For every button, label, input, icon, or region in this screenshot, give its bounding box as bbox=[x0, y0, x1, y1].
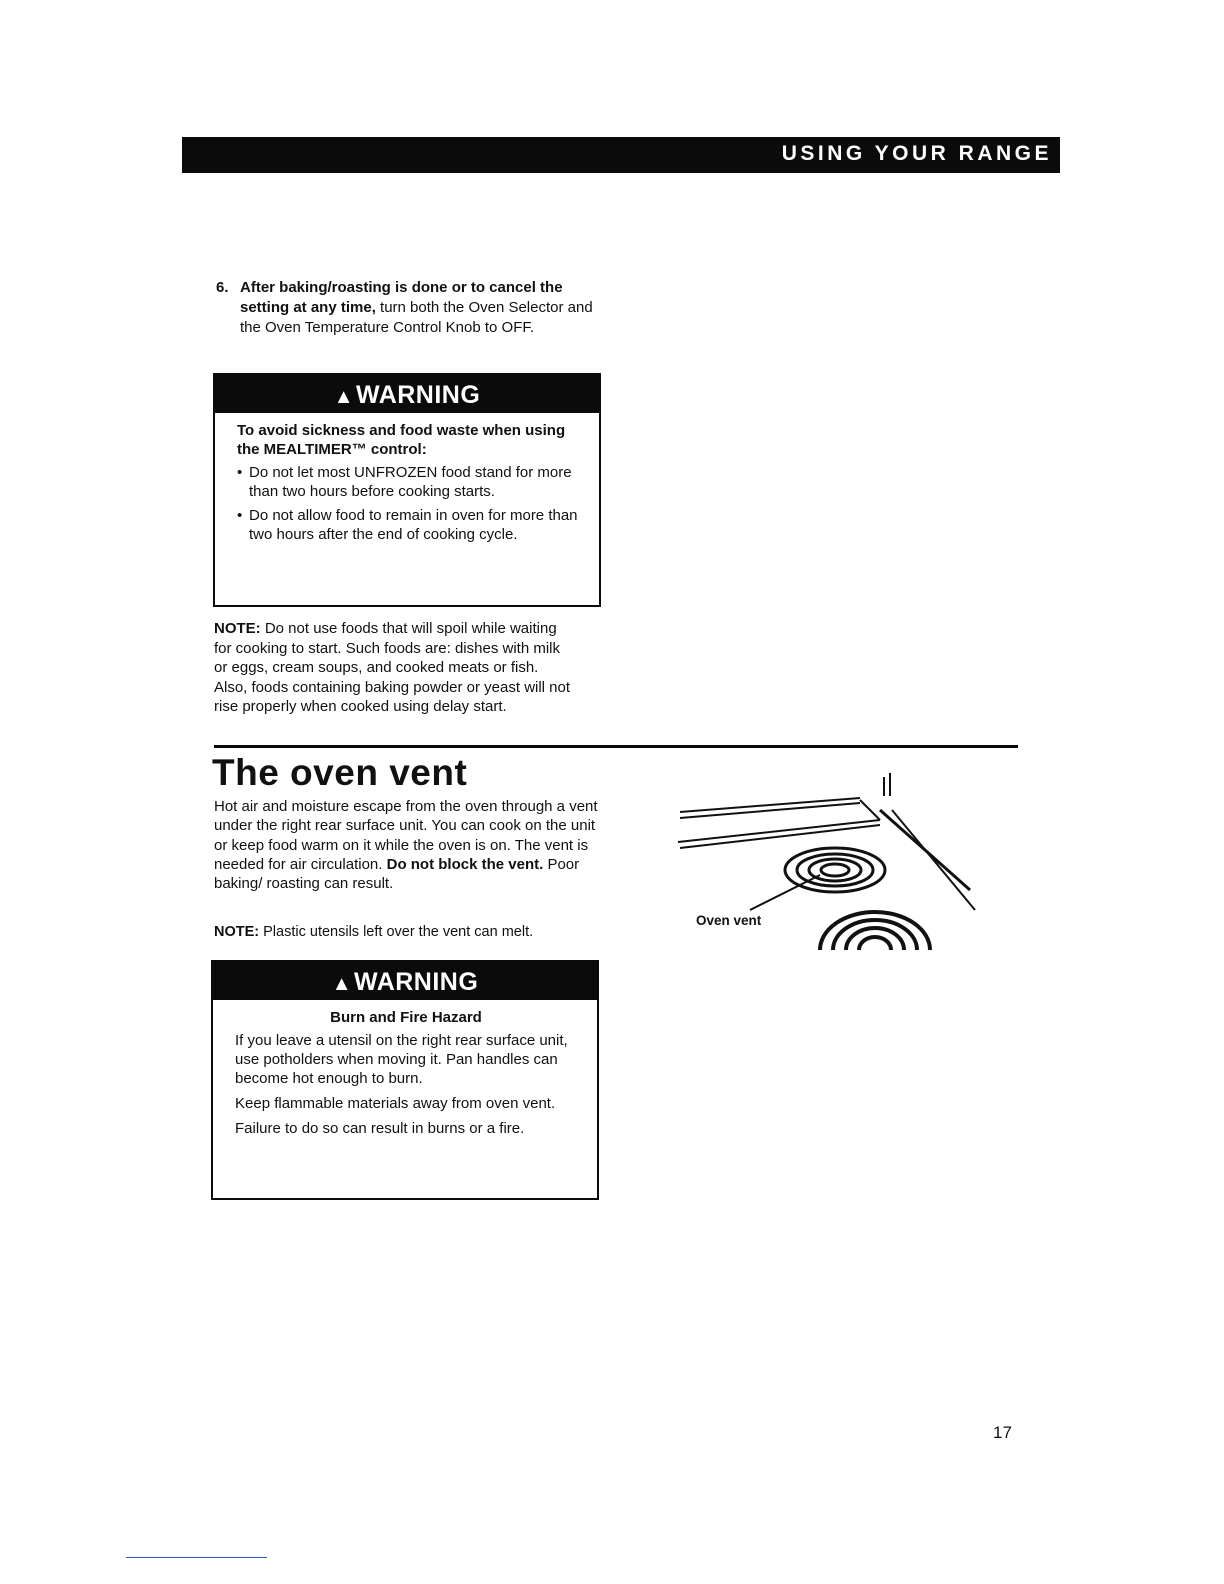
warning-paragraph: Failure to do so can result in burns or a fire. bbox=[235, 1120, 525, 1137]
footer-line bbox=[126, 1557, 267, 1558]
oven-vent-label: Oven vent bbox=[696, 913, 762, 928]
note-label: NOTE: bbox=[214, 620, 261, 637]
warning-paragraph: If you leave a utensil on the right rear surface unit, use potholders when moving it. Pan handles can become hot enough to burn. bbox=[235, 1032, 568, 1087]
vent-text-after: Poor baking/ roasting can result. bbox=[214, 855, 580, 893]
page-number: 17 bbox=[993, 1423, 1012, 1442]
warning-title: Burn and Fire Hazard bbox=[330, 1009, 482, 1026]
oven-vent-illustration bbox=[670, 770, 990, 960]
step-6 bbox=[216, 278, 596, 338]
callout-line bbox=[750, 875, 820, 910]
step-bold-text: After baking/roasting is done or to cancel the setting at any time, bbox=[240, 279, 563, 316]
warning-bullet: • Do not allow food to remain in oven for more than two hours after the end of cooking cycle. bbox=[237, 507, 578, 543]
note-plastic-utensils bbox=[214, 923, 614, 942]
warning-bullet-text: Do not allow food to remain in oven for more than two hours after the end of cooking cycle. bbox=[249, 507, 578, 543]
oven-vent-description bbox=[214, 797, 604, 893]
warning-intro: To avoid sickness and food waste when using the MEALTIMER™ control: bbox=[237, 422, 566, 458]
step-body bbox=[240, 278, 596, 338]
note-text: Do not use foods that will spoil while waiting for cooking to start. Such foods are: dishes with milk or eggs, cream soups, and cooked meats or fish. Also, foods containing baking powder or yeast will not rise properly when cooked using delay start. bbox=[214, 620, 571, 715]
section-header-title: USING YOUR RANGE bbox=[781, 142, 1052, 165]
warning-box-burn-fire bbox=[211, 960, 599, 1200]
warning-content bbox=[213, 1000, 597, 1150]
warning-content bbox=[215, 413, 599, 555]
warning-header bbox=[213, 962, 597, 1000]
warning-triangle-icon: ▲ bbox=[331, 973, 352, 995]
warning-label: WARNING bbox=[355, 381, 481, 409]
note-text: Plastic utensils left over the vent can melt. bbox=[259, 924, 534, 940]
front-surface-unit bbox=[820, 912, 930, 950]
vent-text-bold: Do not block the vent. bbox=[386, 855, 544, 873]
section-title: The oven vent bbox=[212, 752, 468, 793]
note-delay-start bbox=[214, 619, 574, 717]
step-number: 6. bbox=[216, 279, 229, 296]
section-header-bar bbox=[182, 137, 1060, 173]
warning-box-mealtimer bbox=[213, 373, 601, 607]
warning-bullet-text: Do not let most UNFROZEN food stand for more than two hours before cooking starts. bbox=[249, 464, 572, 500]
step-text: turn both the Oven Selector and the Oven Temperature Control Knob to OFF. bbox=[240, 299, 593, 336]
warning-paragraph: Keep flammable materials away from oven vent. bbox=[235, 1095, 556, 1112]
section-divider bbox=[214, 745, 1018, 748]
warning-bullet: • Do not let most UNFROZEN food stand for more than two hours before cooking starts. bbox=[237, 464, 572, 500]
vent-text-before: Hot air and moisture escape from the oven through a vent under the right rear surface unit. You can cook on the unit or keep food warm on it while the oven is on. The vent is needed for air circulation. bbox=[214, 798, 598, 873]
warning-triangle-icon: ▲ bbox=[333, 386, 354, 408]
note-label: NOTE: bbox=[214, 924, 260, 940]
warning-label: WARNING bbox=[353, 968, 479, 996]
warning-header bbox=[215, 375, 599, 413]
